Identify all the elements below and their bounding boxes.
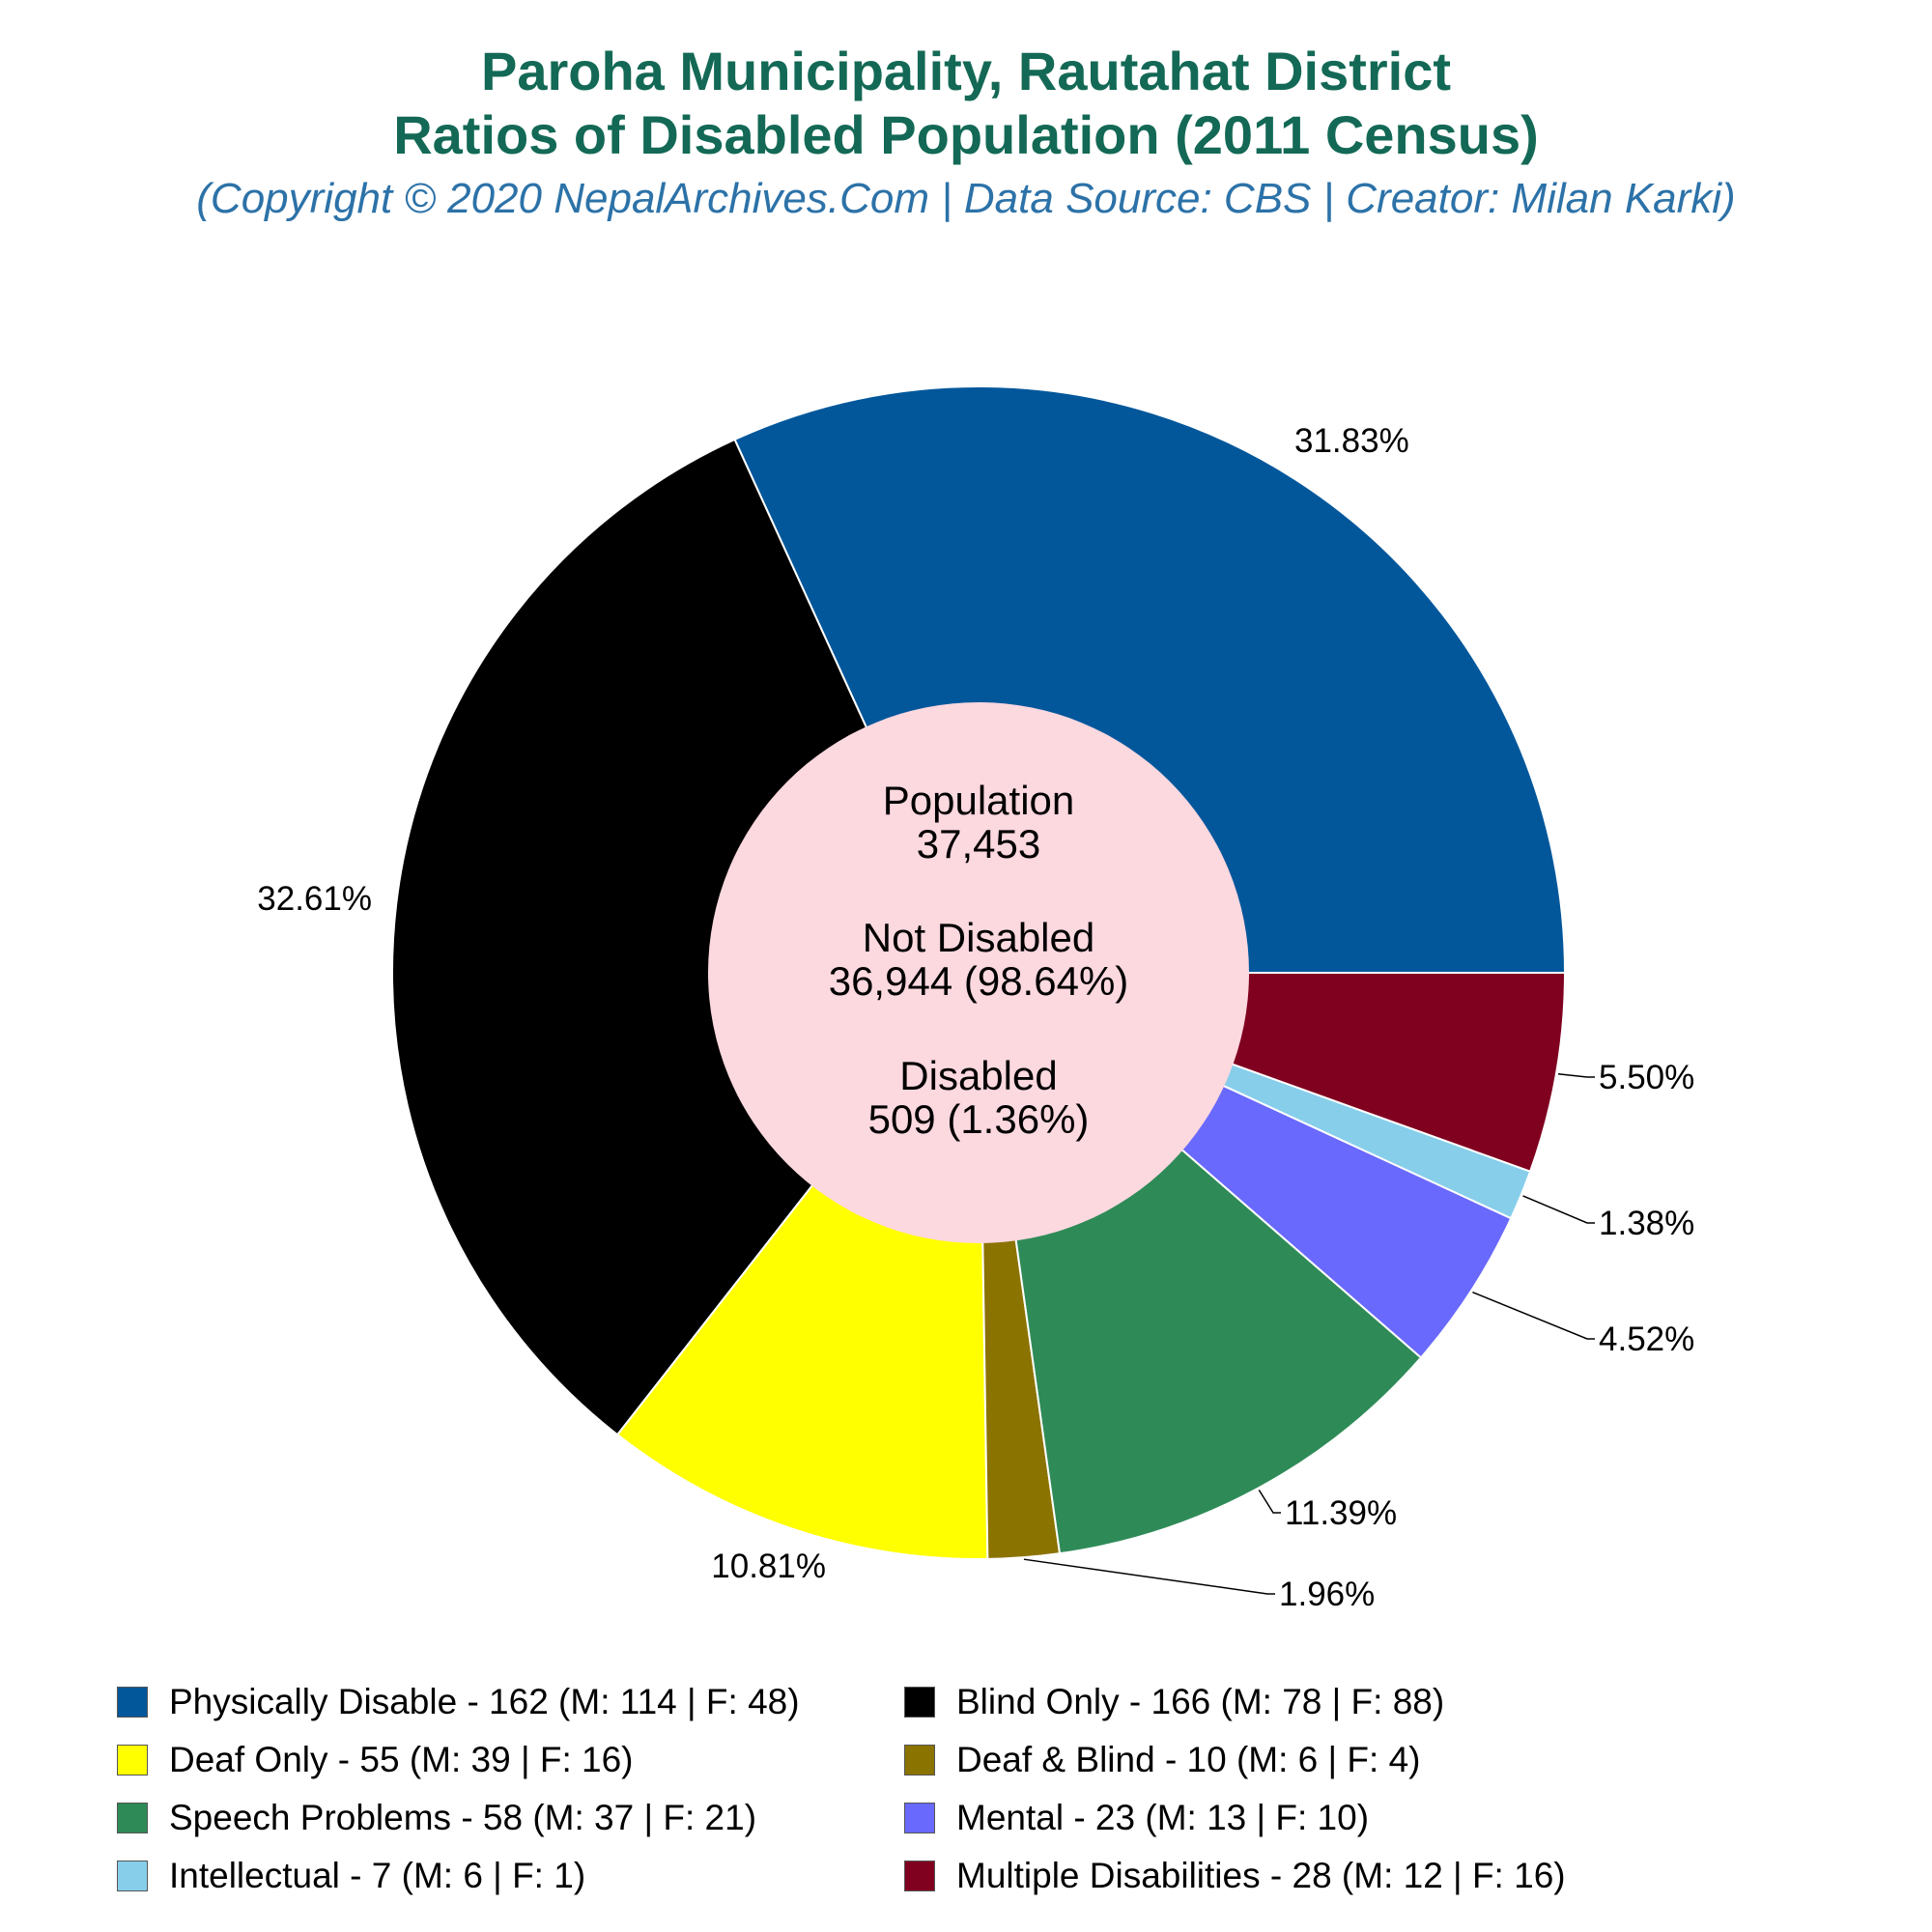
- center-not-disabled-label: Not Disabled: [862, 915, 1095, 960]
- legend-swatch: [117, 1745, 148, 1776]
- legend-label: Mental - 23 (M: 13 | F: 10): [956, 1798, 1370, 1837]
- legend-swatch: [117, 1861, 148, 1891]
- legend-label: Physically Disable - 162 (M: 114 | F: 48): [169, 1682, 800, 1721]
- center-population-value: 37,453: [916, 821, 1041, 867]
- center-disabled-value: 509 (1.36%): [867, 1096, 1090, 1142]
- center-not-disabled-value: 36,944 (98.64%): [828, 958, 1129, 1004]
- slice-percent-label: 10.81%: [711, 1548, 826, 1585]
- leader-line: [1259, 1490, 1281, 1513]
- chart-title-line2: Ratios of Disabled Population (2011 Census): [393, 104, 1539, 165]
- legend-swatch: [117, 1803, 148, 1833]
- slice-percent-label: 5.50%: [1599, 1059, 1695, 1096]
- legend-swatch: [904, 1803, 935, 1833]
- leader-line: [1472, 1293, 1595, 1339]
- slice-percent-label: 1.38%: [1599, 1205, 1695, 1242]
- legend-label: Deaf Only - 55 (M: 39 | F: 16): [169, 1740, 634, 1779]
- legend-label: Intellectual - 7 (M: 6 | F: 1): [169, 1856, 586, 1895]
- slice-percent-label: 4.52%: [1599, 1321, 1695, 1358]
- legend-swatch: [904, 1745, 935, 1776]
- slice-percent-label: 11.39%: [1285, 1494, 1398, 1532]
- leader-line: [1024, 1559, 1275, 1594]
- legend-label: Speech Problems - 58 (M: 37 | F: 21): [169, 1798, 757, 1837]
- legend-label: Deaf & Blind - 10 (M: 6 | F: 4): [956, 1740, 1421, 1779]
- chart-title-line1: Paroha Municipality, Rautahat District: [480, 41, 1452, 101]
- legend-label: Multiple Disabilities - 28 (M: 12 | F: 16): [956, 1856, 1566, 1895]
- legend-label: Blind Only - 166 (M: 78 | F: 88): [956, 1682, 1445, 1721]
- legend-swatch: [117, 1687, 148, 1718]
- center-disabled-label: Disabled: [899, 1053, 1058, 1098]
- leader-line: [1558, 1074, 1595, 1077]
- leader-line: [1523, 1196, 1595, 1223]
- chart-subtitle: (Copyright © 2020 NepalArchives.Com | Data Source: CBS | Creator: Milan Karki): [196, 175, 1736, 222]
- legend-swatch: [904, 1687, 935, 1718]
- center-population-label: Population: [882, 778, 1075, 823]
- slice-percent-label: 32.61%: [257, 880, 372, 918]
- legend-swatch: [904, 1861, 935, 1891]
- slice-percent-label: 31.83%: [1294, 422, 1409, 460]
- slice-percent-label: 1.96%: [1279, 1576, 1376, 1613]
